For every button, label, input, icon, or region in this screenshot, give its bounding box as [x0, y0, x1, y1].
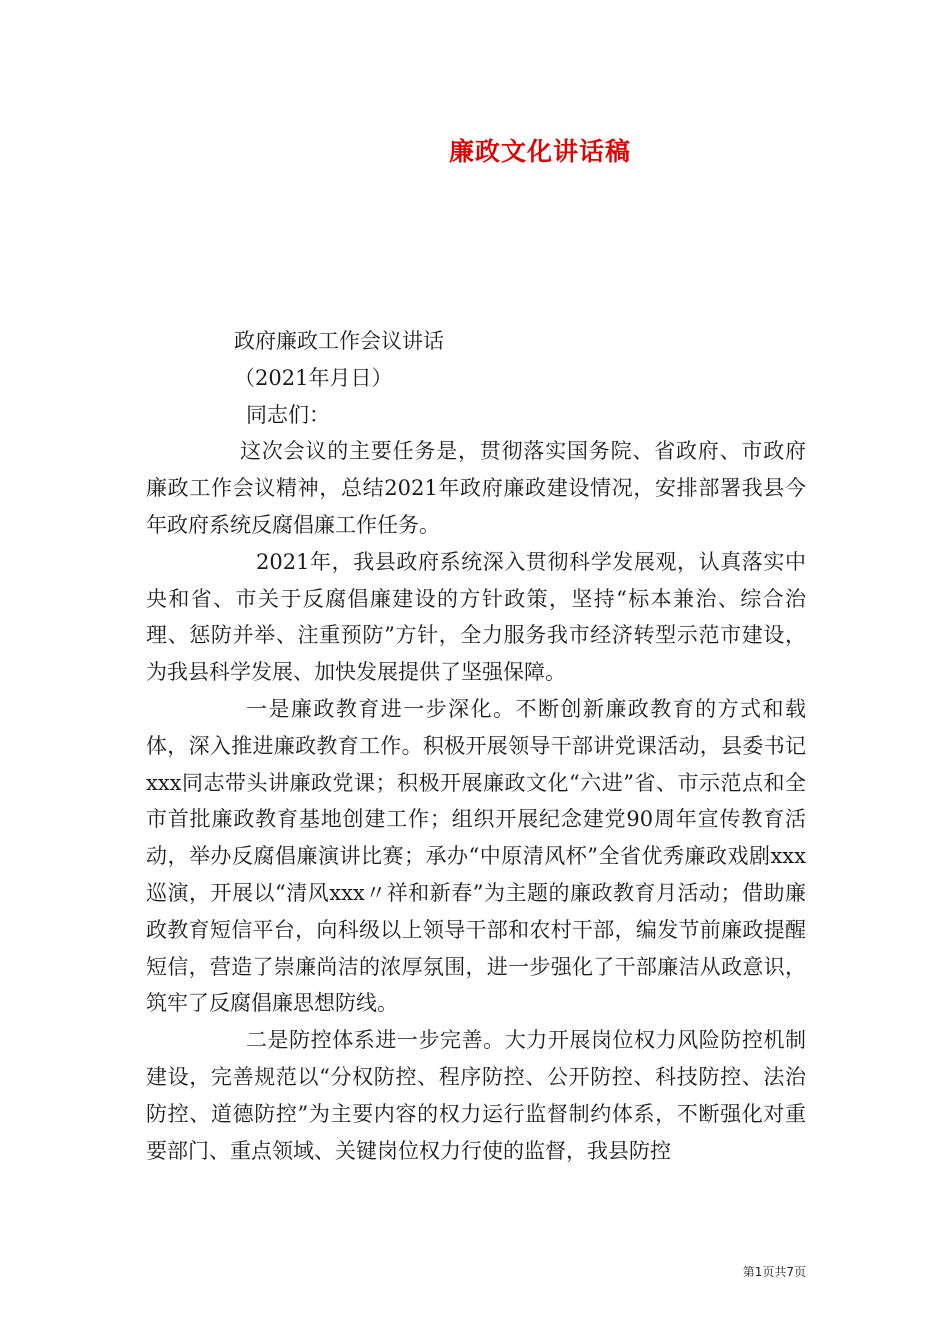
document-body [146, 323, 806, 1169]
page-footer: 第1页共7页 [742, 1265, 806, 1279]
speech-date: （2021年月日） [234, 365, 393, 390]
paragraph-summary: 2021年，我县政府系统深入贯彻科学发展观，认真落实中央和省、市关于反腐倡廉建设的方针政策，坚持“标本兼治、综合治理、惩防并举、注重预防”方针，全力服务我市经济转型示范市建设，为我县科学发展、加快发展提供了坚强保障。 [146, 549, 806, 685]
paragraph-prevention: 二是防控体系进一步完善。大力开展岗位权力风险防控机制建设，完善规范以“分权防控、程序防控、公开防控、科技防控、法治防控、道德防控”为主要内容的权力运行监督制约体系，不断强化对重要部门、重点领域、关键岗位权力行使的监督，我县防控 [146, 1028, 806, 1163]
document-title: 廉政文化讲话稿 [448, 137, 631, 166]
speech-greeting: 同志们： [246, 402, 330, 427]
paragraph-intro: 这次会议的主要任务是，贯彻落实国务院、省政府、市政府廉政工作会议精神，总结2021年政府廉政建设情况，安排部署我县今年政府系统反腐倡廉工作任务。 [146, 439, 806, 537]
paragraph-education: 一是廉政教育进一步深化。不断创新廉政教育的方式和载体，深入推进廉政教育工作。积极开展领导干部讲党课活动，县委书记xxx同志带头讲廉政党课；积极开展廉政文化“六进”省、市示范点和全市首批廉政教育基地创建工作；组织开展纪念建党90周年宣传教育活动，举办反腐倡廉演讲比赛；承办“中原清风杯”全省优秀廉政戏剧xxx巡演，开展以“清风xxx〃祥和新春”为主题的廉政教育月活动；借助廉政教育短信平台，向科级以上领导干部和农村干部，编发节前廉政提醒短信，营造了崇廉尚洁的浓厚氛围，进一步强化了干部廉洁从政意识，筑牢了反腐倡廉思想防线。 [146, 696, 806, 1016]
speech-subtitle: 政府廉政工作会议讲话 [234, 329, 444, 353]
